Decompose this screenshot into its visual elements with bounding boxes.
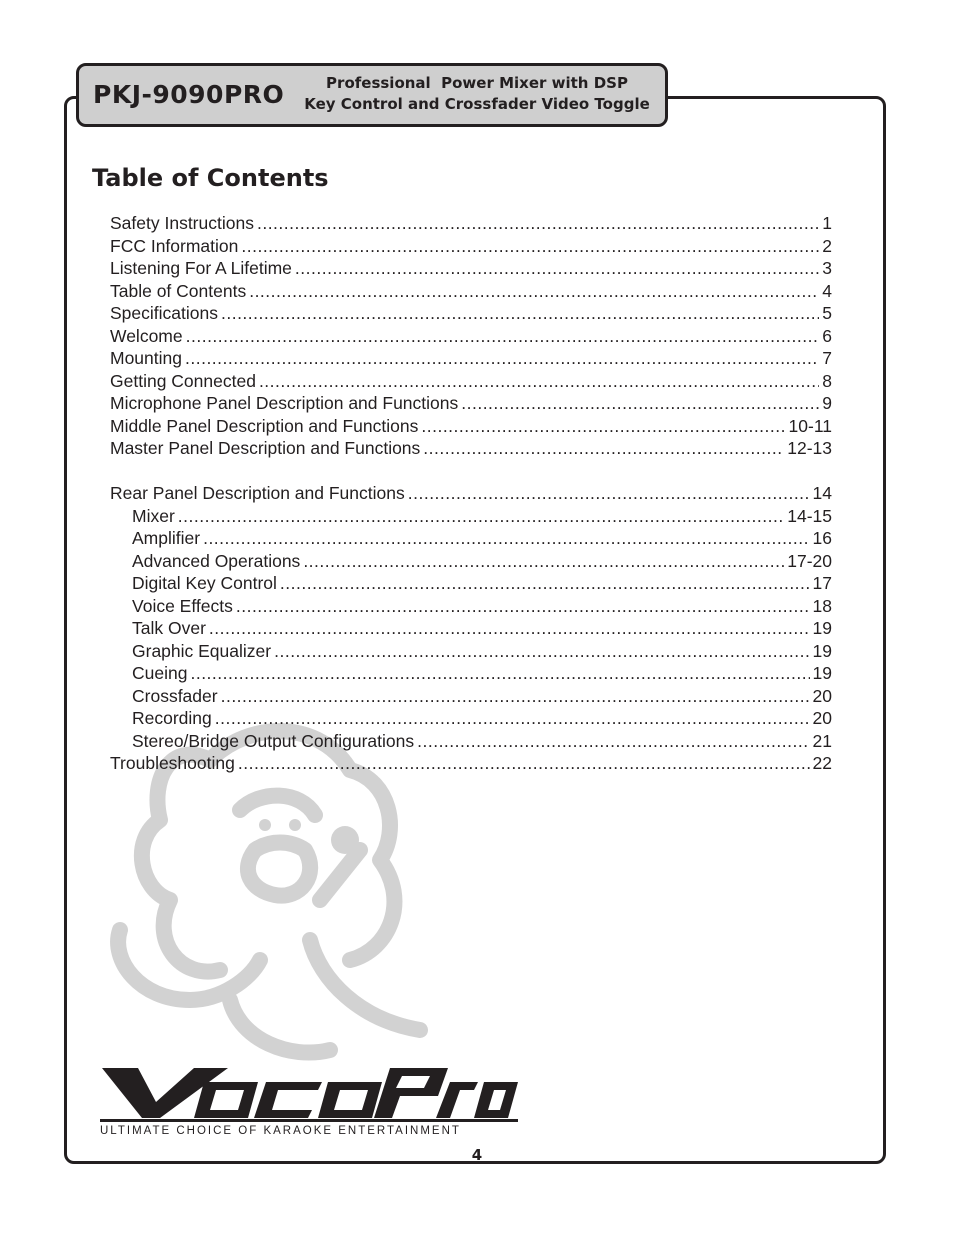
toc-entry[interactable] — [110, 257, 832, 280]
toc-entry[interactable] — [110, 752, 832, 775]
header-tab — [76, 63, 668, 127]
toc-entry-page: 20 — [812, 708, 832, 728]
dot-leader — [259, 370, 819, 393]
toc-entry-label: Mounting — [110, 348, 182, 368]
toc-entry-label: Getting Connected — [110, 370, 256, 391]
toc-entry[interactable] — [110, 325, 832, 348]
toc-subentry[interactable] — [110, 550, 832, 573]
toc-entry[interactable] — [110, 482, 832, 505]
toc-entry[interactable] — [110, 302, 832, 325]
toc-entry-page: 22 — [812, 753, 832, 773]
dot-leader — [185, 347, 819, 370]
dot-leader — [461, 392, 819, 415]
toc-entry-page: 21 — [812, 730, 832, 751]
dot-leader — [408, 482, 810, 505]
dot-leader — [238, 752, 810, 775]
page-title: Table of Contents — [92, 164, 329, 192]
brand-tagline: ULTIMATE CHOICE OF KARAOKE ENTERTAINMENT — [100, 1125, 461, 1137]
toc-entry-page: 8 — [822, 370, 832, 391]
toc-entry-page: 7 — [822, 348, 832, 368]
toc-entry-label: Listening For A Lifetime — [110, 258, 292, 278]
toc-entry-label: Master Panel Description and Functions — [110, 438, 421, 458]
dot-leader — [274, 640, 809, 663]
toc-entry-page: 4 — [822, 280, 832, 301]
toc-entry[interactable] — [110, 415, 832, 438]
toc-entry-label: Table of Contents — [110, 280, 247, 301]
toc-subentry[interactable] — [110, 730, 832, 753]
dot-leader — [421, 415, 785, 438]
toc-entry-page: 19 — [812, 640, 832, 661]
page-number: 4 — [471, 1146, 483, 1164]
toc-subentry[interactable] — [110, 707, 832, 730]
dot-leader — [178, 505, 784, 528]
dot-leader — [186, 325, 820, 348]
toc-entry-page: 5 — [822, 303, 832, 323]
toc-subentry[interactable] — [110, 662, 832, 685]
toc-entry-label: Middle Panel Description and Functions — [110, 415, 419, 436]
dot-leader — [221, 302, 819, 325]
toc-entry-page: 1 — [822, 213, 832, 233]
toc-entry-label: Mixer — [132, 505, 175, 526]
dot-leader — [209, 617, 810, 640]
toc-entry[interactable] — [110, 347, 832, 370]
toc-entry-label: Welcome — [110, 325, 183, 346]
toc-subentry[interactable] — [110, 527, 832, 550]
toc-entry-label: Microphone Panel Description and Functions — [110, 393, 459, 413]
dot-leader — [303, 550, 784, 573]
toc-entry-page: 2 — [822, 235, 832, 256]
toc-entry-label: Troubleshooting — [110, 753, 235, 773]
toc-entry[interactable] — [110, 235, 832, 258]
toc-entry-label: Stereo/Bridge Output Configurations — [132, 730, 415, 751]
toc-entry-label: Digital Key Control — [132, 573, 277, 593]
subtitle-line-2: Key Control and Crossfader Video Toggle — [304, 95, 650, 113]
toc-entry-page: 20 — [812, 685, 832, 706]
toc-subentry[interactable] — [110, 640, 832, 663]
toc-entry-page: 9 — [822, 393, 832, 413]
dot-leader — [249, 280, 819, 303]
toc-entry-page: 14-15 — [787, 505, 832, 526]
toc-entry-page: 19 — [812, 618, 832, 638]
toc-entry-label: Recording — [132, 708, 212, 728]
toc-entry[interactable] — [110, 280, 832, 303]
toc-entry-label: Amplifier — [132, 528, 201, 548]
dot-leader — [257, 212, 819, 235]
toc-entry-page: 6 — [822, 325, 832, 346]
dot-leader — [417, 730, 809, 753]
dot-leader — [241, 235, 819, 258]
toc-entry-page: 17-20 — [787, 550, 832, 571]
toc-entry-page: 17 — [812, 573, 832, 593]
toc-entry[interactable] — [110, 437, 832, 460]
toc-entry-label: Talk Over — [132, 618, 206, 638]
product-subtitle — [297, 73, 657, 115]
toc-entry-label: Rear Panel Description and Functions — [110, 483, 405, 503]
toc-entry-label: FCC Information — [110, 235, 239, 256]
dot-leader — [203, 527, 809, 550]
model-name: PKJ-9090PRO — [93, 80, 285, 109]
dot-leader — [190, 662, 809, 685]
subtitle-line-1: Professional Power Mixer with DSP — [326, 74, 628, 92]
toc-entry-page: 18 — [812, 595, 832, 616]
toc-entry-page: 12-13 — [787, 438, 832, 458]
toc-entry-page: 16 — [812, 528, 832, 548]
dot-leader — [215, 707, 810, 730]
toc-entry[interactable] — [110, 392, 832, 415]
dot-leader — [423, 437, 784, 460]
toc-subentry[interactable] — [110, 572, 832, 595]
toc-subentry[interactable] — [110, 617, 832, 640]
toc-entry-label: Crossfader — [132, 685, 218, 706]
toc-subentry[interactable] — [110, 595, 832, 618]
toc-entry-page: 10-11 — [788, 415, 832, 436]
toc-subentry[interactable] — [110, 685, 832, 708]
dot-leader — [236, 595, 810, 618]
toc-entry-page: 19 — [812, 663, 832, 683]
toc-entry-label: Specifications — [110, 303, 218, 323]
toc-entry-label: Voice Effects — [132, 595, 233, 616]
dot-leader — [295, 257, 819, 280]
toc-subentry[interactable] — [110, 505, 832, 528]
table-of-contents — [110, 212, 832, 775]
dot-leader — [221, 685, 810, 708]
dot-leader — [280, 572, 810, 595]
toc-entry-label: Advanced Operations — [132, 550, 301, 571]
toc-entry-label: Cueing — [132, 663, 188, 683]
toc-entry-label: Safety Instructions — [110, 213, 254, 233]
toc-entry[interactable] — [110, 212, 832, 235]
toc-entry-page: 14 — [812, 483, 832, 503]
toc-entry[interactable] — [110, 370, 832, 393]
vocopro-logo — [98, 1060, 520, 1122]
toc-entry-label: Graphic Equalizer — [132, 640, 272, 661]
toc-entry-page: 3 — [822, 258, 832, 278]
